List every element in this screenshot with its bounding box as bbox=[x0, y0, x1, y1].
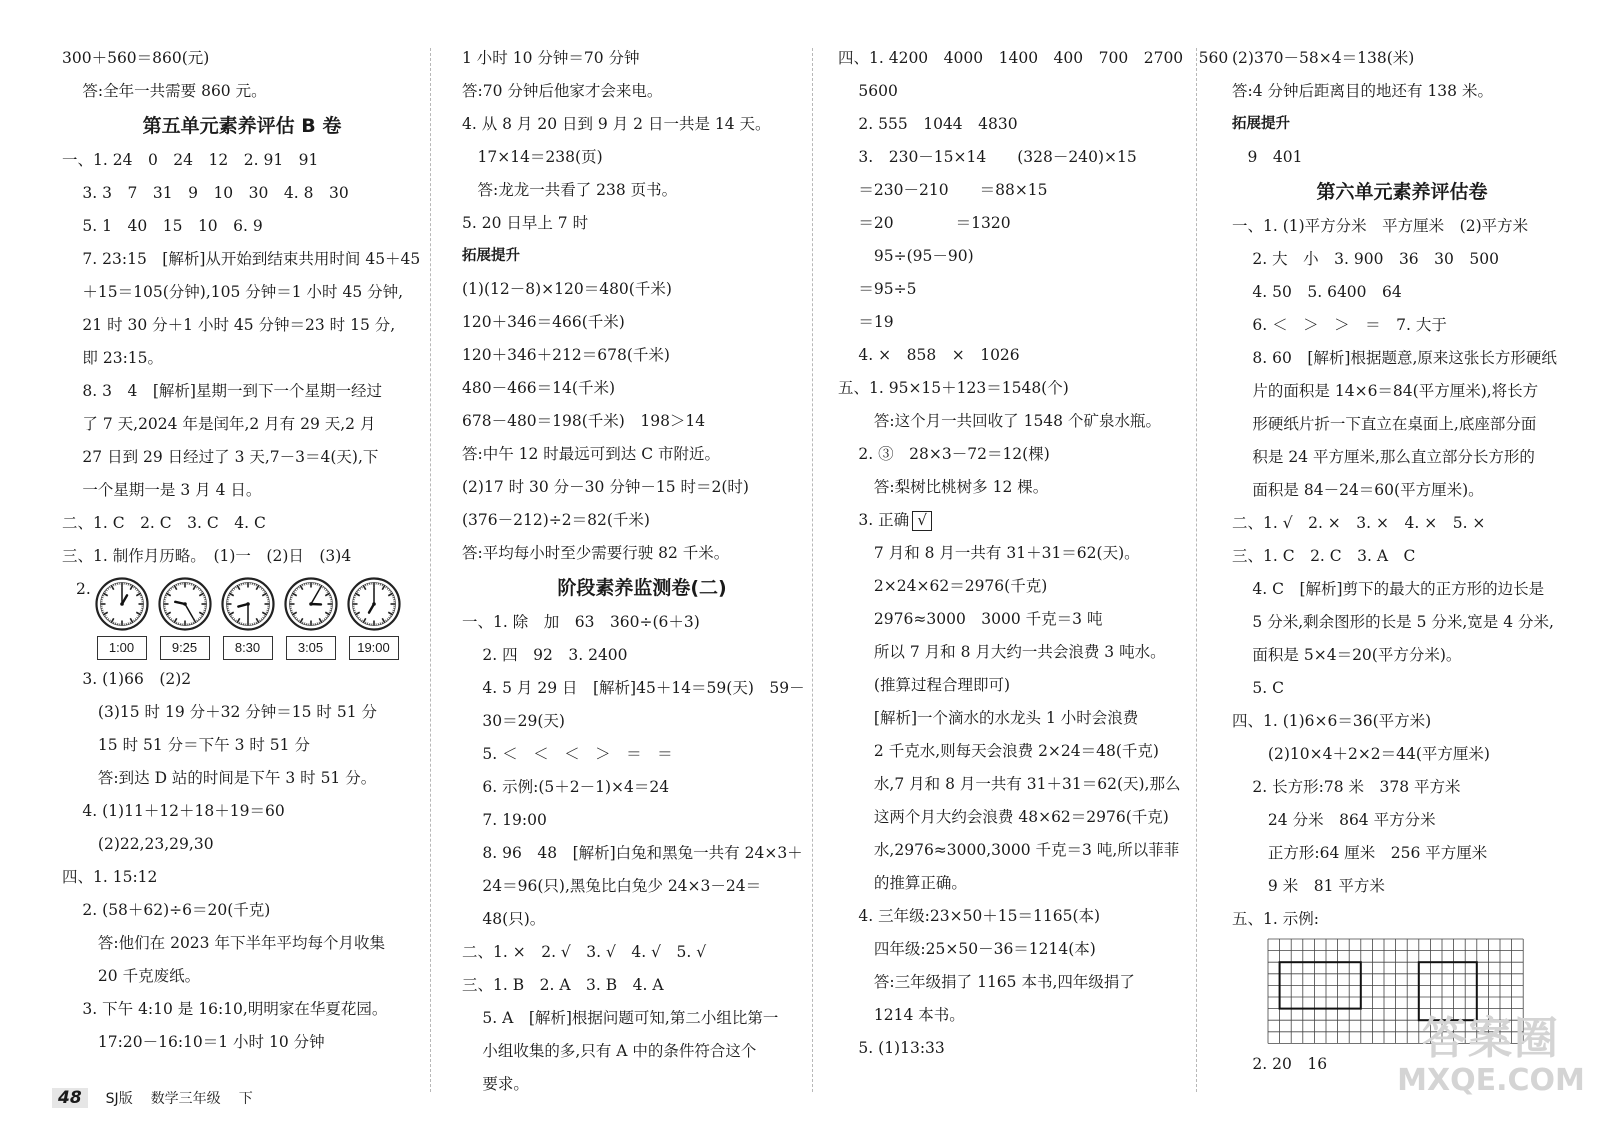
answer-line: 3. (1)66 (2)2 bbox=[62, 670, 192, 688]
answer-line: 五、1. 95×15＋123＝1548(个) bbox=[838, 379, 1069, 397]
answer-line: 四、1. 4200 4000 1400 400 700 2700 560 bbox=[838, 49, 1229, 67]
answer-line: 一、1. 除 加 63 360÷(6＋3) bbox=[462, 613, 700, 631]
answer-line: 三、1. 制作月历略。 (1)一 (2)日 (3)4 bbox=[62, 547, 352, 565]
watermark-url: MXQE.COM bbox=[1397, 1063, 1585, 1098]
answer-line: 8. 96 48 [解析]白兔和黑兔一共有 24×3＋ bbox=[462, 844, 803, 862]
answer-line: 答:平均每小时至少需要行驶 82 千米。 bbox=[462, 544, 730, 562]
answer-line: 片的面积是 14×6＝84(平方厘米),将长方 bbox=[1232, 382, 1539, 400]
answer-line: 一个星期一是 3 月 4 日。 bbox=[62, 481, 262, 499]
answer-line: 水,7 月和 8 月一共有 31＋31＝62(天),那么 bbox=[838, 775, 1181, 793]
answer-line: (推算过程合理即可) bbox=[838, 676, 1011, 694]
answer-line: 6. 示例:(5＋2－1)×4＝24 bbox=[462, 778, 670, 796]
answer-line: ＝95÷5 bbox=[838, 280, 917, 298]
answer-line: 四年级:25×50－36＝1214(本) bbox=[838, 940, 1096, 958]
answer-line: 4. (1)11＋12＋18＋19＝60 bbox=[62, 802, 285, 820]
answer-line: 17×14＝238(页) bbox=[462, 148, 603, 166]
answer-line: 答:全年一共需要 860 元。 bbox=[62, 82, 267, 100]
answer-line: 2. 555 1044 4830 bbox=[838, 115, 1018, 133]
answer-line: 面积是 84－24＝60(平方厘米)。 bbox=[1232, 481, 1484, 499]
answer-line: 答:70 分钟后他家才会来电。 bbox=[462, 82, 663, 100]
answer-line: 2. ③ 28×3－72＝12(棵) bbox=[838, 445, 1050, 463]
answer-line: 1214 本书。 bbox=[838, 1006, 965, 1024]
answer-line: 5. 20 日早上 7 时 bbox=[462, 214, 589, 232]
page-number: 48 bbox=[52, 1088, 88, 1108]
section-heading: 阶段素养监测卷(二) bbox=[557, 577, 727, 599]
page-footer bbox=[52, 1088, 253, 1108]
drawn-square bbox=[1419, 962, 1477, 1020]
section-heading: 第五单元素养评估 B 卷 bbox=[142, 115, 342, 137]
answer-line: 9 米 81 平方米 bbox=[1232, 877, 1385, 895]
answer-column-3 bbox=[838, 42, 1229, 1065]
answer-line: 5 分米,剩余图形的长是 5 分米,宽是 4 分米, bbox=[1232, 613, 1554, 631]
answer-line: 27 日到 29 日经过了 3 天,7－3＝4(天),下 bbox=[62, 448, 379, 466]
answer-line: 95÷(95－90) bbox=[838, 247, 974, 265]
answer-line: 积是 24 平方厘米,那么直立部分长方形的 bbox=[1232, 448, 1535, 466]
answer-line: 4. 50 5. 6400 64 bbox=[1232, 283, 1402, 301]
answer-line: 5. ＜ ＜ ＜ ＞ ＝ ＝ bbox=[462, 745, 673, 763]
answer-line: ＝20 ＝1320 bbox=[838, 214, 1011, 232]
watermark-logo-text: 答案圈 bbox=[1422, 1013, 1560, 1064]
answer-line: 4. × 858 × 1026 bbox=[838, 346, 1020, 364]
answer-line: 二、1. × 2. √ 3. √ 4. √ 5. √ bbox=[462, 943, 707, 961]
clock-face-icon bbox=[158, 577, 212, 631]
answer-line: 4. 三年级:23×50＋15＝1165(本) bbox=[838, 907, 1101, 925]
answer-line: 5. C bbox=[1232, 679, 1285, 697]
answer-line: 24 分米 864 平方分米 bbox=[1232, 811, 1436, 829]
answer-line: 二、1. √ 2. × 3. × 4. × 5. × bbox=[1232, 514, 1486, 532]
clock-item bbox=[218, 577, 277, 660]
answer-line: (2)370－58×4＝138(米) bbox=[1232, 49, 1415, 67]
answer-line: (376－212)÷2＝82(千米) bbox=[462, 511, 650, 529]
answer-line: ＝230－210 ＝88×15 bbox=[838, 181, 1048, 199]
answer-line: 要求。 bbox=[462, 1075, 529, 1093]
answer-line: 120＋346＋212＝678(千米) bbox=[462, 346, 670, 364]
answer-line: 8. 60 [解析]根据题意,原来这张长方形硬纸 bbox=[1232, 349, 1557, 367]
answer-line: 答:中午 12 时最远可到达 C 市附近。 bbox=[462, 445, 721, 463]
answer-line: 答:他们在 2023 年下半年平均每个月收集 bbox=[62, 934, 385, 952]
answer-line: (2)22,23,29,30 bbox=[62, 835, 214, 853]
answer-line: 24＝96(只),黑兔比白兔少 24×3－24＝ bbox=[462, 877, 762, 895]
clock-time-box: 8:30 bbox=[223, 636, 273, 660]
answer-line: 5. A [解析]根据问题可知,第二小组比第一 bbox=[462, 1009, 779, 1027]
answer-line: 9 401 bbox=[1232, 148, 1303, 166]
answer-line: 水,2976≈3000,3000 千克＝3 吨,所以菲菲 bbox=[838, 841, 1180, 859]
answer-line: 7. 23:15 [解析]从开始到结束共用时间 45＋45 bbox=[62, 250, 421, 268]
answer-line: 2. 大 小 3. 900 36 30 500 bbox=[1232, 250, 1499, 268]
subject-label: 数学三年级 bbox=[150, 1091, 221, 1107]
clock-item bbox=[155, 577, 214, 660]
answer-line: 一、1. 24 0 24 12 2. 91 91 bbox=[62, 151, 319, 169]
clock-time-box: 1:00 bbox=[97, 636, 147, 660]
answer-line: (3)15 时 19 分＋32 分钟＝15 时 51 分 bbox=[62, 703, 377, 721]
answer-line: 2×24×62＝2976(千克) bbox=[838, 577, 1048, 595]
answer-line: 答:三年级捐了 1165 本书,四年级捐了 bbox=[838, 973, 1135, 991]
answer-line: 2976≈3000 3000 千克＝3 吨 bbox=[838, 610, 1103, 628]
clock-time-box: 3:05 bbox=[286, 636, 336, 660]
answer-line: 30＝29(天) bbox=[462, 712, 565, 730]
answer-line: 一、1. (1)平方分米 平方厘米 (2)平方米 bbox=[1232, 217, 1529, 235]
answer-line: 3. 230－15×14 (328－240)×15 bbox=[838, 148, 1137, 166]
answer-line: 这两个月大约会浪费 48×62＝2976(千克) bbox=[838, 808, 1169, 826]
section-heading: 第六单元素养评估卷 bbox=[1316, 181, 1488, 203]
answer-line: 678－480＝198(千米) 198＞14 bbox=[462, 412, 706, 430]
answer-line: (2)10×4＋2×2＝44(平方厘米) bbox=[1232, 745, 1490, 763]
answer-line: 6. ＜ ＞ ＞ ＝ 7. 大于 bbox=[1232, 316, 1447, 334]
answer-line: 四、1. (1)6×6＝36(平方米) bbox=[1232, 712, 1432, 730]
answer-line: 五、1. 示例: bbox=[1232, 910, 1319, 928]
answer-line: (1)(12－8)×120＝480(千米) bbox=[462, 280, 672, 298]
answer-line: 120＋346＝466(千米) bbox=[462, 313, 625, 331]
answer-line: 三、1. C 2. C 3. A C bbox=[1232, 547, 1416, 565]
answer-line: 2. 20 16 bbox=[1232, 1055, 1328, 1073]
answer-column-1 bbox=[62, 42, 422, 1059]
clock-item bbox=[92, 577, 151, 660]
answer-line: 答:梨树比桃树多 12 棵。 bbox=[838, 478, 1049, 496]
answer-line: 答:这个月一共回收了 1548 个矿泉水瓶。 bbox=[838, 412, 1161, 430]
answer-line: 2. 长方形:78 米 378 平方米 bbox=[1232, 778, 1461, 796]
answer-line: 1 小时 10 分钟＝70 分钟 bbox=[462, 49, 640, 67]
answer-line: 3. 3 7 31 9 10 30 4. 8 30 bbox=[62, 184, 349, 202]
answer-line: 2. 四 92 3. 2400 bbox=[462, 646, 628, 664]
clock-item bbox=[281, 577, 340, 660]
answer-line: 5. 1 40 15 10 6. 9 bbox=[62, 217, 263, 235]
answer-line: 所以 7 月和 8 月大约一共会浪费 3 吨水。 bbox=[838, 643, 1166, 661]
answer-line: 4. C [解析]剪下的最大的正方形的边长是 bbox=[1232, 580, 1545, 598]
answer-line: 的推算正确。 bbox=[838, 874, 967, 892]
answer-line: 四、1. 15:12 bbox=[62, 868, 158, 886]
answer-line: 5. (1)13:33 bbox=[838, 1039, 945, 1057]
answer-line: 形硬纸片折一下直立在桌面上,底座部分面 bbox=[1232, 415, 1537, 433]
answer-line: 即 23:15。 bbox=[62, 349, 164, 367]
answer-line: 了 7 天,2024 年是闰年,2 月有 29 天,2 月 bbox=[62, 415, 376, 433]
answer-line: 480－466＝14(千米) bbox=[462, 379, 615, 397]
answer-line: 17:20－16:10＝1 小时 10 分钟 bbox=[62, 1033, 325, 1051]
clock-item bbox=[344, 577, 403, 660]
answer-line: 8. 3 4 [解析]星期一到下一个星期一经过 bbox=[62, 382, 382, 400]
answer-line: 21 时 30 分＋1 小时 45 分钟＝23 时 15 分, bbox=[62, 316, 396, 334]
clock-face-icon bbox=[284, 577, 338, 631]
clock-figure bbox=[62, 573, 422, 663]
clock-row bbox=[92, 577, 403, 660]
answer-line: 小组收集的多,只有 A 中的条件符合这个 bbox=[462, 1042, 757, 1060]
clock-time-box: 9:25 bbox=[160, 636, 210, 660]
answer-column-4 bbox=[1232, 42, 1572, 1081]
answer-line: 答:龙龙一共看了 238 页书。 bbox=[462, 181, 678, 199]
watermark bbox=[1396, 1014, 1586, 1098]
clock-face-icon bbox=[95, 577, 149, 631]
checkmark-box-icon: √ bbox=[912, 511, 932, 531]
answer-line: 2. (58＋62)÷6＝20(千克) bbox=[62, 901, 271, 919]
answer-line: 300＋560＝860(元) bbox=[62, 49, 210, 67]
answer-line: 7 月和 8 月一共有 31＋31＝62(天)。 bbox=[838, 544, 1140, 562]
answer-line: 4. 从 8 月 20 日到 9 月 2 日一共是 14 天。 bbox=[462, 115, 771, 133]
answer-line: 三、1. B 2. A 3. B 4. A bbox=[462, 976, 664, 994]
clock-time-box: 19:00 bbox=[349, 636, 399, 660]
answer-line: 答:到达 D 站的时间是下午 3 时 51 分。 bbox=[62, 769, 377, 787]
edition-label: SJ版 bbox=[105, 1091, 133, 1107]
answer-line: 7. 19:00 bbox=[462, 811, 547, 829]
answer-line: 5600 bbox=[838, 82, 898, 100]
answer-column-2 bbox=[462, 42, 822, 1101]
answer-line: 15 时 51 分＝下午 3 时 51 分 bbox=[62, 736, 310, 754]
clock-item-number: 2. bbox=[76, 580, 91, 598]
term-label: 下 bbox=[238, 1091, 253, 1107]
answer-line: 4. 5 月 29 日 [解析]45＋14＝59(天) 59－ bbox=[462, 679, 805, 697]
answer-line: (2)17 时 30 分－30 分钟－15 时＝2(时) bbox=[462, 478, 749, 496]
answer-line: 48(只)。 bbox=[462, 910, 546, 928]
answer-line: 3. 正确 √ bbox=[838, 504, 1198, 537]
answer-line: 二、1. C 2. C 3. C 4. C bbox=[62, 514, 266, 532]
subsection-heading: 拓展提升 bbox=[1232, 116, 1290, 132]
answer-line: 20 千克废纸。 bbox=[62, 967, 201, 985]
column-divider bbox=[430, 48, 431, 1092]
answer-line: ＝19 bbox=[838, 313, 894, 331]
clock-face-icon bbox=[221, 577, 275, 631]
answer-line: ＋15＝105(分钟),105 分钟＝1 小时 45 分钟, bbox=[62, 283, 404, 301]
answer-line: 正方形:64 厘米 256 平方厘米 bbox=[1232, 844, 1488, 862]
answer-line: 面积是 5×4＝20(平方分米)。 bbox=[1232, 646, 1462, 664]
subsection-heading: 拓展提升 bbox=[462, 248, 520, 264]
answer-line: 2 千克水,则每天会浪费 2×24＝48(千克) bbox=[838, 742, 1159, 760]
clock-face-icon bbox=[347, 577, 401, 631]
answer-line: 答:4 分钟后距离目的地还有 138 米。 bbox=[1232, 82, 1493, 100]
answer-line: 3. 下午 4:10 是 16:10,明明家在华夏花园。 bbox=[62, 1000, 388, 1018]
answer-line: [解析]一个滴水的水龙头 1 小时会浪费 bbox=[838, 709, 1139, 727]
